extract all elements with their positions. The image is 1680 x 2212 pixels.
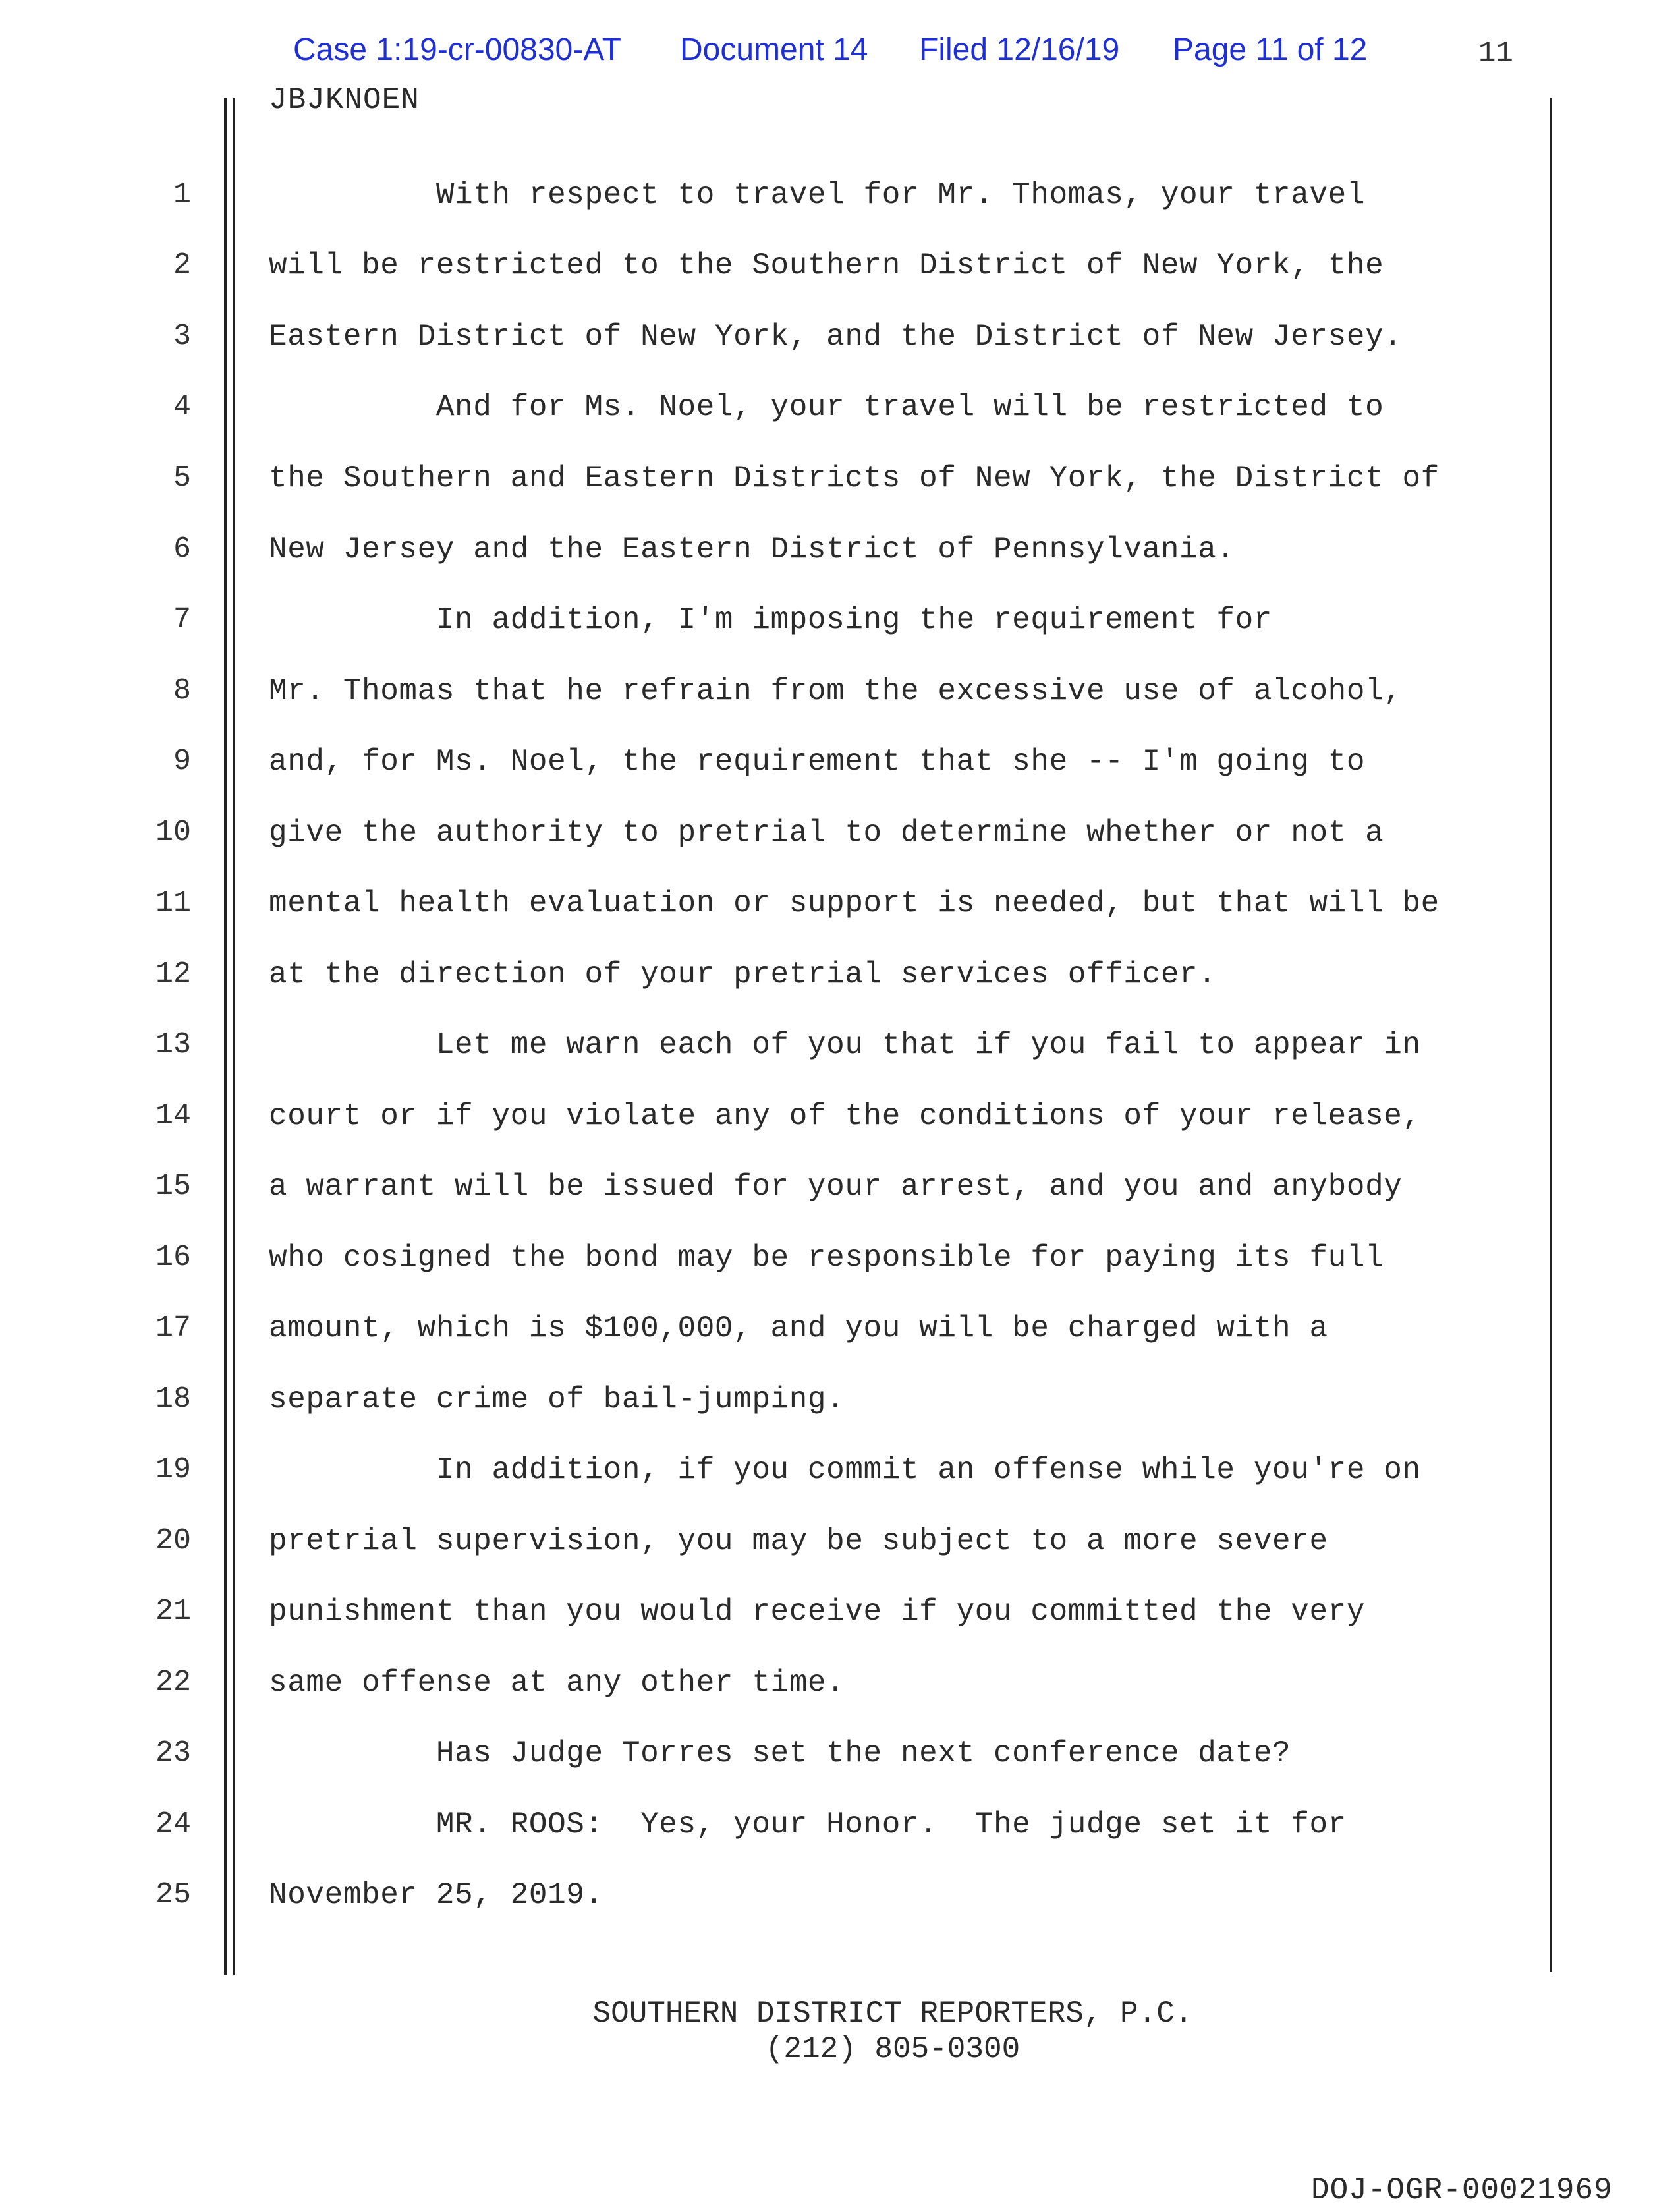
transcript-line: In addition, I'm imposing the requirement for — [269, 603, 1273, 637]
line-number: 19 — [155, 1453, 191, 1487]
filed-date: Filed 12/16/19 — [919, 32, 1120, 67]
transcript-line: Eastern District of New York, and the District of New Jersey. — [269, 320, 1403, 354]
transcript-line: the Southern and Eastern Districts of New York, the District of — [269, 461, 1440, 496]
line-number: 21 — [155, 1595, 191, 1628]
case-number: Case 1:19-cr-00830-AT — [293, 32, 621, 67]
line-number: 20 — [155, 1524, 191, 1558]
right-margin-rule — [1550, 98, 1552, 1972]
line-number: 16 — [155, 1241, 191, 1274]
transcript-line: amount, which is $100,000, and you will be charged with a — [269, 1311, 1328, 1346]
transcript-page-number: 11 — [1478, 37, 1513, 70]
transcript-line: and, for Ms. Noel, the requirement that she -- I'm going to — [269, 745, 1366, 779]
line-number: 23 — [155, 1736, 191, 1770]
line-number: 6 — [173, 532, 191, 566]
transcript-line: pretrial supervision, you may be subject to a more severe — [269, 1524, 1328, 1558]
reporter-name: SOUTHERN DISTRICT REPORTERS, P.C. — [592, 1997, 1193, 2031]
transcript-line: In addition, if you commit an offense while you're on — [269, 1453, 1421, 1487]
line-number: 7 — [173, 603, 191, 637]
transcript-line: court or if you violate any of the conditions of your release, — [269, 1099, 1421, 1133]
transcript-line: who cosigned the bond may be responsible for paying its full — [269, 1241, 1384, 1275]
line-number: 1 — [173, 178, 191, 212]
line-number: 5 — [173, 461, 191, 495]
line-number: 2 — [173, 248, 191, 282]
line-number: 3 — [173, 320, 191, 353]
line-number: 9 — [173, 745, 191, 778]
transcript-line: Mr. Thomas that he refrain from the excessive use of alcohol, — [269, 674, 1403, 708]
transcript-line: With respect to travel for Mr. Thomas, your travel — [269, 178, 1366, 212]
running-head: JBJKNOEN — [269, 83, 420, 117]
left-margin-rule-outer — [224, 98, 227, 1975]
transcript-line: Let me warn each of you that if you fail to appear in — [269, 1028, 1421, 1062]
left-margin-rule-inner — [233, 98, 235, 1975]
transcript-line: MR. ROOS: Yes, your Honor. The judge set it for — [269, 1807, 1347, 1842]
line-number: 8 — [173, 674, 191, 708]
transcript-line: will be restricted to the Southern District of New York, the — [269, 248, 1384, 283]
bates-number: DOJ-OGR-00021969 — [1311, 2173, 1613, 2207]
transcript-line: punishment than you would receive if you committed the very — [269, 1595, 1366, 1629]
transcript-line: give the authority to pretrial to determine whether or not a — [269, 816, 1384, 850]
transcript-line: at the direction of your pretrial services officer. — [269, 957, 1217, 992]
transcript-line: New Jersey and the Eastern District of Pennsylvania. — [269, 532, 1235, 567]
line-number: 10 — [155, 816, 191, 849]
transcript-line: And for Ms. Noel, your travel will be restricted to — [269, 390, 1384, 424]
transcript-line: separate crime of bail-jumping. — [269, 1382, 845, 1417]
transcript-line: November 25, 2019. — [269, 1878, 603, 1912]
line-number: 22 — [155, 1666, 191, 1699]
transcript-line: mental health evaluation or support is needed, but that will be — [269, 886, 1440, 921]
page-of-total: Page 11 of 12 — [1173, 32, 1368, 67]
line-number: 17 — [155, 1311, 191, 1345]
line-number: 4 — [173, 390, 191, 424]
transcript-line: a warrant will be issued for your arrest, and you and anybody — [269, 1170, 1403, 1204]
line-number: 18 — [155, 1382, 191, 1416]
line-number: 12 — [155, 957, 191, 991]
line-number: 25 — [155, 1878, 191, 1912]
line-number: 14 — [155, 1099, 191, 1133]
line-number: 11 — [155, 886, 191, 920]
reporter-phone: (212) 805-0300 — [765, 2032, 1021, 2066]
line-number: 15 — [155, 1170, 191, 1203]
line-number: 13 — [155, 1028, 191, 1062]
transcript-line: same offense at any other time. — [269, 1666, 845, 1700]
line-number: 24 — [155, 1807, 191, 1841]
document-number: Document 14 — [680, 32, 868, 67]
transcript-line: Has Judge Torres set the next conference date? — [269, 1736, 1291, 1771]
